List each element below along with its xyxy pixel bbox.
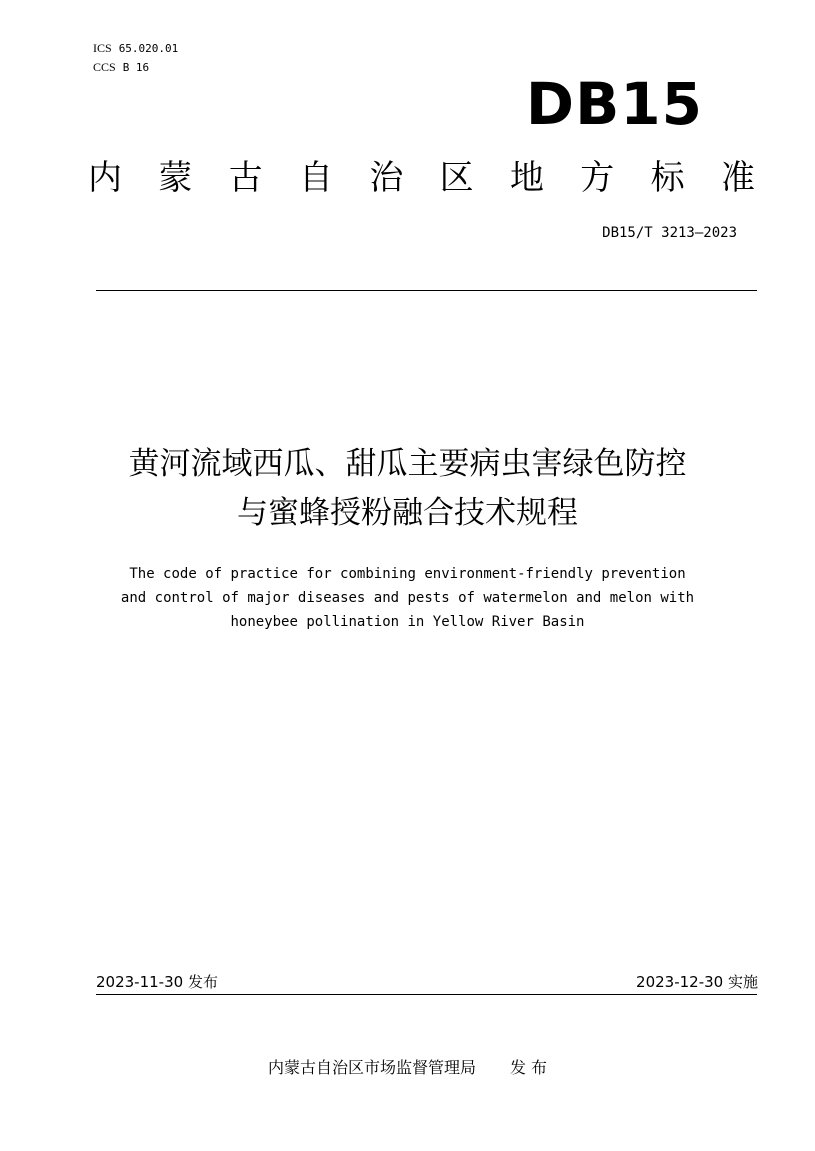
standard-type-title [88,156,755,200]
ccs-label: CCS [93,60,116,74]
standard-type-char: 准 [720,158,755,198]
standard-type-char: 内 [88,158,122,198]
db15-logo: DB15 [525,70,703,138]
ccs-value: B 16 [122,61,150,74]
standard-type-char: 区 [439,158,474,198]
standard-type-char: 地 [509,158,544,198]
classification-codes [93,39,178,77]
header-divider [96,290,757,291]
ics-label: ICS [93,41,112,55]
standard-type-char: 标 [650,158,685,198]
standard-type-char: 蒙 [158,158,193,198]
implementation-date: 2023-12-30 实施 [636,973,758,991]
english-title-line-3: honeybee pollination in Yellow River Basin [230,614,585,630]
ics-code [93,39,178,58]
standard-number: DB15/T 3213—2023 [602,225,737,241]
standard-type-char: 方 [580,158,615,198]
standard-type-char: 治 [369,158,404,198]
ics-value: 65.020.01 [118,42,179,55]
publisher-action: 发 布 [509,1058,548,1077]
publisher [0,1055,815,1078]
footer-divider [96,994,757,995]
standard-type-char: 古 [228,158,263,198]
english-title-line-2: and control of major diseases and pests of watermelon and melon with [120,590,695,606]
standard-type-char: 自 [298,158,333,198]
issue-date: 2023-11-30 发布 [96,973,218,991]
document-title-line-1: 黄河流域西瓜、甜瓜主要病虫害绿色防控 [128,446,687,482]
document-title-line-2: 与蜜蜂授粉融合技术规程 [237,495,578,531]
english-title-line-1: The code of practice for combining environment-friendly prevention [129,566,686,582]
publisher-org: 内蒙古自治区市场监督管理局 [267,1058,476,1077]
ccs-code [93,58,178,77]
